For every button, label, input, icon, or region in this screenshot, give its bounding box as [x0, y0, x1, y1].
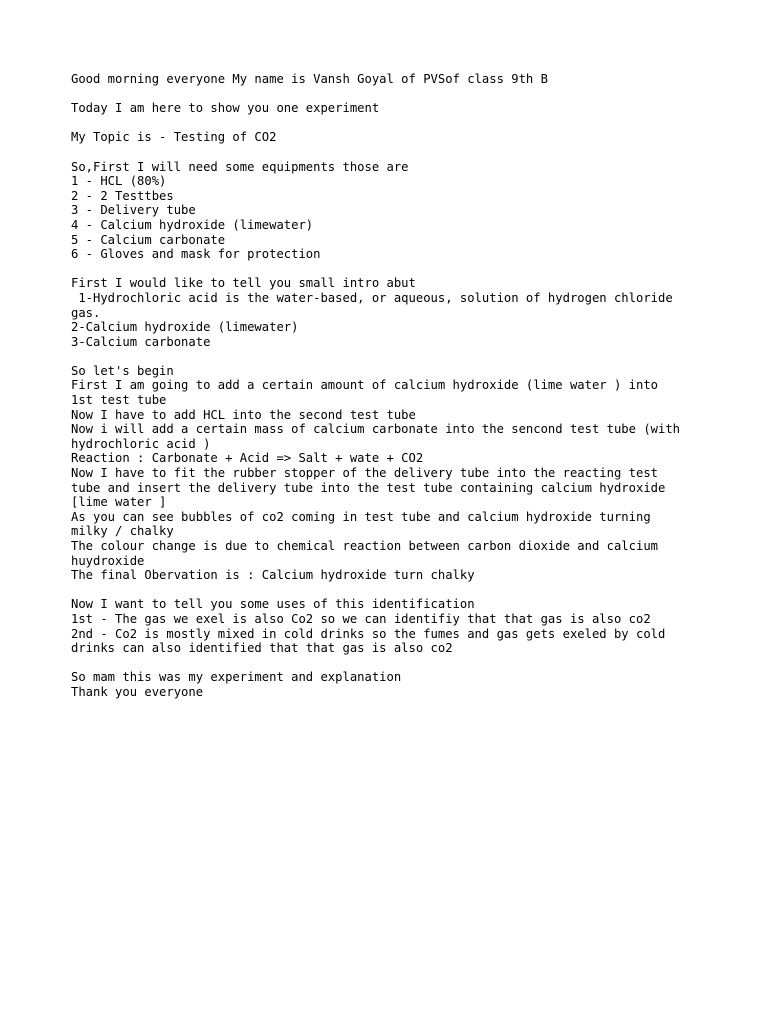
text-line: 4 - Calcium hydroxide (limewater): [71, 217, 314, 232]
text-line: So mam this was my experiment and explanation: [71, 670, 402, 685]
document-page: [71, 72, 731, 714]
text-line: milky / chalky: [71, 524, 174, 539]
text-line: Now i will add a certain mass of calcium carbonate into the sencond test tube (with: [71, 422, 681, 437]
paragraph: [71, 72, 731, 87]
text-line: My Topic is - Testing of CO2: [71, 130, 277, 145]
text-line: drinks can also identified that that gas is also co2: [71, 641, 453, 656]
text-line: 1st - The gas we exel is also Co2 so we can identifiy that that gas is also co2: [71, 611, 651, 626]
text-line: tube and insert the delivery tube into the test tube containing calcium hydroxide: [71, 480, 666, 495]
text-line: Now I have to fit the rubber stopper of the delivery tube into the reacting test: [71, 466, 658, 481]
text-line: 1-Hydrochloric acid is the water-based, or aqueous, solution of hydrogen chloride: [71, 290, 673, 305]
text-line: The colour change is due to chemical reaction between carbon dioxide and calcium: [71, 539, 658, 553]
paragraph: [71, 670, 731, 699]
paragraph: [71, 597, 731, 655]
text-line: 2nd - Co2 is mostly mixed in cold drinks so the fumes and gas gets exeled by cold: [71, 626, 666, 641]
text-line: 1 - HCL (80%): [71, 174, 167, 189]
text-line: Now I have to add HCL into the second test tube: [71, 407, 416, 422]
text-line: First I would like to tell you small intro abut: [71, 276, 416, 291]
text-line: huydroxide: [71, 553, 145, 568]
paragraph: [71, 364, 731, 583]
text-line: As you can see bubbles of co2 coming in test tube and calcium hydroxide turning: [71, 509, 651, 524]
text-line: First I am going to add a certain amount of calcium hydroxide (lime water ) into: [71, 378, 658, 393]
text-line: hydrochloric acid ): [71, 436, 211, 451]
text-line: Reaction : Carbonate + Acid => Salt + wate + CO2: [71, 451, 424, 466]
paragraph: [71, 276, 731, 349]
paragraph: [71, 101, 731, 116]
text-line: Today I am here to show you one experiment: [71, 101, 380, 116]
paragraph: [71, 160, 731, 262]
text-line: [lime water ]: [71, 495, 167, 510]
text-line: So let's begin: [71, 363, 174, 378]
text-line: 6 - Gloves and mask for protection: [71, 247, 321, 262]
text-line: 2-Calcium hydroxide (limewater): [71, 320, 299, 335]
text-line: 5 - Calcium carbonate: [71, 232, 226, 247]
text-line: The final Obervation is : Calcium hydroxide turn chalky: [71, 568, 475, 583]
text-line: 3 - Delivery tube: [71, 203, 196, 218]
text-line: So,First I will need some equipments those are: [71, 159, 409, 174]
text-line: 2 - 2 Testtbes: [71, 188, 174, 203]
text-line: Thank you everyone: [71, 684, 204, 699]
text-line: 3-Calcium carbonate: [71, 334, 211, 349]
text-line: 1st test tube: [71, 393, 167, 408]
text-line: gas.: [71, 305, 101, 320]
text-line: Now I want to tell you some uses of this identification: [71, 597, 475, 612]
paragraph: [71, 130, 731, 145]
text-line: Good morning everyone My name is Vansh Goyal of PVSof class 9th B: [71, 72, 548, 86]
